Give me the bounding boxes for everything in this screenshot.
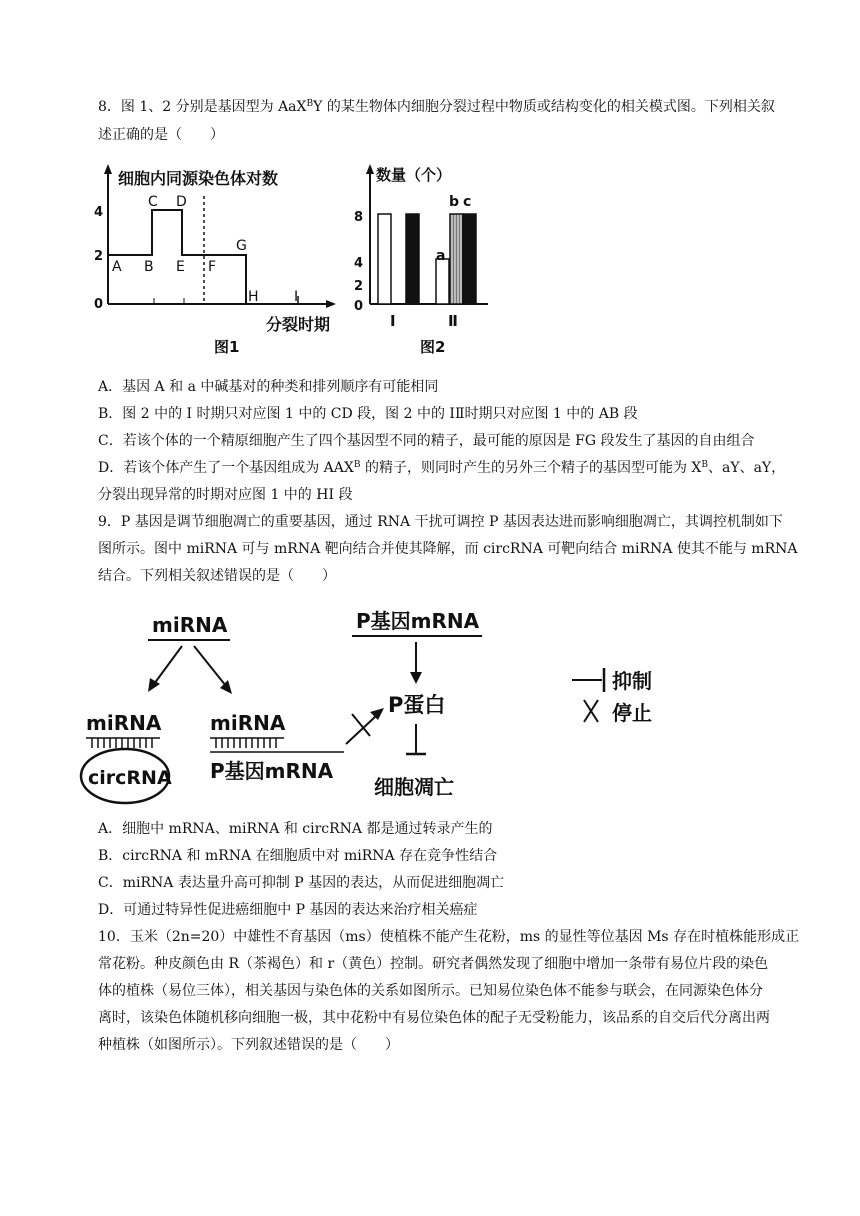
fig2-label-a: a (436, 248, 446, 264)
diagram-left-mirna: miRNA (86, 711, 162, 735)
fig2-bar-a-2 (436, 259, 449, 304)
fig2-label-c: c (463, 194, 472, 210)
fig2-group-I: Ⅰ (390, 312, 396, 330)
q8-option-d-line1: D．若该个体产生了一个基因组成为 $AAX^B$ 的精子，则同时产生的另外三个精子的基因型可能为 $X^B$、aY、aY， (98, 460, 786, 476)
q9-diagram (70, 598, 710, 810)
fig2-label-b: b (449, 194, 460, 210)
fig1-point-B: B (144, 259, 154, 275)
fig1-ytick-4: 4 (94, 205, 104, 220)
q9-option-a: A．细胞中 mRNA、miRNA 和 circRNA 都是通过转录产生的 (98, 821, 493, 837)
figure-2 (348, 160, 498, 360)
q10-stem-line4: 离时，该染色体随机移向细胞一极，其中花粉中有易位染色体的配子无受粉能力，该品系的自交后代分离出两 (98, 1010, 770, 1026)
fig1-point-F: F (208, 259, 217, 275)
fig2-bar-b-2 (450, 214, 463, 304)
legend-inhibit-label: 抑制 (612, 669, 652, 693)
fig2-ytick-2: 2 (354, 279, 364, 294)
fig2-bar-c-1 (406, 214, 419, 304)
fig2-group-II: Ⅱ (448, 312, 458, 330)
fig1-ylabel: 细胞内同源染色体对数 (118, 169, 279, 188)
legend-stop-label: 停止 (612, 701, 652, 725)
fig1-point-G: G (236, 238, 247, 254)
fig1-point-D: D (176, 194, 187, 210)
fig1-point-I: I (294, 289, 299, 305)
q9-option-d: D．可通过特异性促进癌细胞中 P 基因的表达来治疗相关癌症 (98, 902, 478, 918)
mid-base-pairing (210, 738, 284, 748)
q10-stem-line5: 种植株（如图所示）。下列叙述错误的是（ ） (98, 1037, 399, 1053)
q9-stem-line2: 图所示。图中 miRNA 可与 mRNA 靶向结合并使其降解，而 circRNA 可靶向结合 miRNA 使其不能与 mRNA (98, 541, 798, 557)
q8-stem-line1: 8．图 1、2 分别是基因型为 AaX$^B$Y 的某生物体内细胞分裂过程中物质或结构变化的相关模式图。下列相关叙 (98, 99, 775, 115)
diagram-apoptosis: 细胞凋亡 (374, 775, 454, 799)
fig1-xlabel: 分裂时期 (266, 315, 331, 334)
diagram-circrna: circRNA (88, 767, 172, 789)
q10-stem-line3: 体的植株（易位三体），相关基因与染色体的关系如图所示。已知易位染色体不能参与联会，在同源染色体分 (98, 983, 763, 999)
fig2-ylabel: 数量（个） (376, 166, 452, 184)
fig2-bar-a-1 (378, 214, 391, 304)
left-base-pairing (86, 738, 160, 748)
diagram-mid-mrna: P基因mRNA (210, 759, 334, 783)
q8-stem-line2: 述正确的是（ ） (98, 127, 224, 143)
fig2-caption: 图2 (420, 338, 446, 356)
diagram-mid-mirna: miRNA (210, 711, 286, 735)
figure-1 (92, 160, 352, 360)
fig1-caption: 图1 (214, 338, 240, 356)
q8-option-a: A．基因 A 和 a 中碱基对的种类和排列顺序有可能相同 (98, 379, 439, 395)
fig1-ytick-0: 0 (94, 297, 104, 312)
q10-stem-line2: 常花粉。种皮颜色由 R（茶褐色）和 r（黄色）控制。研究者偶然发现了细胞中增加一条带有易位片段的染色 (98, 956, 769, 972)
fig1-curve (108, 210, 246, 304)
q9-stem-line3: 结合。下列相关叙述错误的是（ ） (98, 568, 336, 584)
fig1-point-H: H (248, 289, 259, 305)
fig2-ytick-8: 8 (354, 210, 364, 225)
fig2-bars (378, 214, 476, 304)
q10-stem-line1: 10．玉米（2n=20）中雄性不育基因（ms）使植株不能产生花粉，ms 的显性等位基因 Ms 存在时植株能形成正 (98, 929, 800, 945)
fig1-point-E: E (176, 259, 185, 275)
fig1-point-A: A (112, 259, 122, 275)
q8-option-b: B．图 2 中的 I 时期只对应图 1 中的 CD 段，图 2 中的 IⅡ时期只对应图 1 中的 AB 段 (98, 406, 638, 422)
q9-option-c: C．miRNA 表达量升高可抑制 P 基因的表达，从而促进细胞凋亡 (98, 875, 505, 891)
q8-option-d-line2: 分裂出现异常的时期对应图 1 中的 HI 段 (98, 487, 353, 503)
q9-stem-line1: 9．P 基因是调节细胞凋亡的重要基因，通过 RNA 干扰可调控 P 基因表达进而影响细胞凋亡，其调控机制如下 (98, 514, 783, 530)
fig1-ytick-2: 2 (94, 249, 104, 264)
legend-stop-symbol (584, 700, 598, 722)
diagram-protein: P蛋白 (388, 693, 446, 717)
legend-inhibit-symbol (572, 668, 604, 692)
q8-option-c: C．若该个体的一个精原细胞产生了四个基因型不同的精子，最可能的原因是 FG 段发生了基因的自由组合 (98, 433, 755, 449)
fig2-bar-c-2 (463, 214, 476, 304)
fig1-point-C: C (148, 194, 158, 210)
q9-option-b: B．circRNA 和 mRNA 在细胞质中对 miRNA 存在竞争性结合 (98, 848, 498, 864)
diagram-top-mrna: P基因mRNA (356, 609, 480, 633)
fig2-ytick-0: 0 (354, 299, 364, 314)
fig2-ytick-4: 4 (354, 256, 364, 271)
diagram-top-mirna: miRNA (152, 613, 228, 637)
